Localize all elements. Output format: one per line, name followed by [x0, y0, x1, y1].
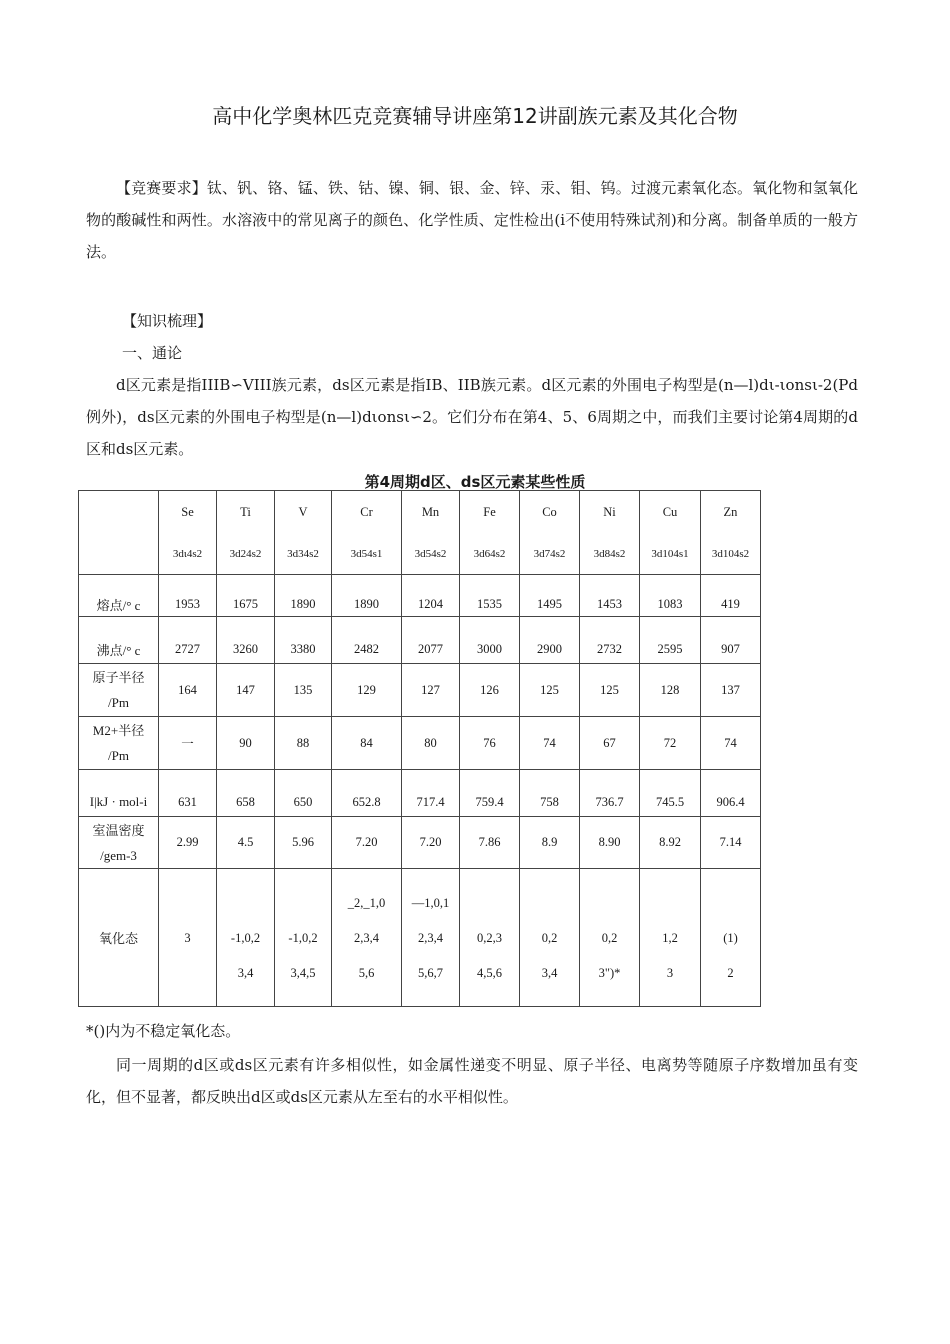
oxidation-line: 3,4	[237, 965, 254, 980]
page-title: 高中化学奥林匹克竞赛辅导讲座第12讲副族元素及其化合物	[212, 104, 738, 128]
element-header-1	[217, 491, 275, 575]
element-header-4	[402, 491, 460, 575]
row-label-text: 熔点/° c	[96, 598, 141, 613]
table-cell	[701, 617, 761, 664]
table-cell	[332, 617, 402, 664]
oxidation-line	[159, 961, 216, 985]
section-heading: 一、通论	[122, 344, 183, 362]
table-cell	[460, 617, 520, 664]
oxidation-line: 3")*	[598, 965, 621, 980]
oxidation-cell	[275, 869, 332, 1007]
electron-config: 3dι4s2	[172, 547, 203, 560]
cell-value: 2595	[657, 641, 683, 656]
table-cell: 5.96	[275, 817, 332, 869]
oxidation-line: 2,3,4	[418, 930, 443, 945]
electron-config: 3d64s2	[473, 547, 506, 560]
cell-value: 650	[293, 794, 313, 809]
cell-value: 1453	[597, 597, 622, 611]
element-symbol: Zn	[723, 504, 738, 519]
table-cell	[580, 770, 640, 817]
oxidation-line: 0,2,3	[477, 930, 502, 945]
cell-value: 1495	[537, 597, 562, 611]
table-cell: 72	[640, 717, 701, 770]
corner-cell	[79, 491, 159, 575]
table-cell: 2.99	[159, 817, 217, 869]
row-label-line: /gem-3	[100, 847, 137, 863]
knowledge-heading: 【知识梳理】	[122, 312, 213, 330]
table-cell: 7.20	[332, 817, 402, 869]
table-cell	[460, 575, 520, 617]
intro-paragraph: d区元素是指IIIB∽VIII族元素，ds区元素是指IB、IIB族元素。d区元素的外围电子构型是(n—l)dι-ιonsι-2(Pd例外)，ds区元素的外围电子构型是(n—l)dιonsι∽2。它们分布在第4、5、6周期之中，而我们主要讨论第4周期的d区和ds区元素。	[86, 376, 858, 458]
cell-value: 736.7	[595, 794, 624, 809]
table-cell	[332, 770, 402, 817]
table-cell: 4.5	[217, 817, 275, 869]
cell-value: 658	[236, 794, 255, 809]
table-cell: 74	[520, 717, 580, 770]
table-cell: 90	[217, 717, 275, 770]
element-symbol: Ti	[240, 504, 251, 519]
oxidation-cell	[520, 869, 580, 1007]
table-cell	[580, 617, 640, 664]
oxidation-row	[79, 869, 761, 1007]
oxidation-line: _2,_1,0	[347, 895, 386, 910]
oxidation-cell	[640, 869, 701, 1007]
table-cell	[701, 770, 761, 817]
electron-config: 3d34s2	[287, 547, 319, 560]
table-cell: 135	[275, 664, 332, 717]
table-cell	[275, 617, 332, 664]
cell-value: 419	[721, 597, 740, 611]
table-cell: 7.86	[460, 817, 520, 869]
table-cell: 127	[402, 664, 460, 717]
element-header-2	[275, 491, 332, 575]
electron-config: 3d104s2	[711, 547, 750, 560]
table-cell: 一	[159, 717, 217, 770]
oxidation-line: 3	[184, 930, 191, 945]
oxidation-cell	[159, 869, 217, 1007]
table-row	[79, 817, 761, 869]
cell-value: 3260	[233, 641, 258, 656]
table-cell	[217, 617, 275, 664]
cell-value: 759.4	[475, 794, 504, 809]
row-label-text: I|kJ · mol-i	[89, 794, 148, 809]
table-cell	[640, 770, 701, 817]
table-cell: 164	[159, 664, 217, 717]
table-cell	[217, 770, 275, 817]
oxidation-line	[580, 891, 639, 915]
element-symbol: Fe	[483, 504, 496, 519]
electron-config: 3d104s1	[651, 547, 689, 560]
cell-value: 652.8	[352, 794, 381, 809]
table-caption: 第4周期d区、ds区元素某些性质	[364, 473, 586, 491]
row-label-line: /Pm	[108, 695, 129, 710]
oxidation-line	[640, 891, 700, 915]
table-cell: 8.92	[640, 817, 701, 869]
element-header-8	[640, 491, 701, 575]
table-cell	[640, 575, 701, 617]
element-header-6	[520, 491, 580, 575]
table-cell: 147	[217, 664, 275, 717]
cell-value: 1890	[290, 597, 316, 611]
oxidation-line: 5,6	[358, 965, 375, 980]
requirements-paragraph: 【竞赛要求】钛、钒、铬、锰、铁、钴、镍、铜、银、金、锌、汞、钼、钨。过渡元素氧化态。氧化物和氢氧化物的酸碱性和两性。水溶液中的常见离子的颜色、化学性质、定性检出(i不使用特殊试剂)和分离。制备单质的一般方法。	[86, 179, 858, 261]
table-cell: 128	[640, 664, 701, 717]
row-label	[79, 575, 159, 617]
table-cell: 67	[580, 717, 640, 770]
cell-value: 1953	[175, 597, 200, 611]
electron-config: 3d24s2	[229, 547, 262, 560]
oxidation-line: -1,0,2	[230, 930, 261, 945]
oxidation-line: 3,4	[541, 965, 558, 980]
table-cell: 84	[332, 717, 402, 770]
oxidation-line	[701, 891, 760, 915]
oxidation-line	[275, 891, 331, 915]
table-cell	[402, 575, 460, 617]
element-symbol: Se	[181, 504, 194, 519]
table-cell: 8.90	[580, 817, 640, 869]
oxidation-cell	[580, 869, 640, 1007]
table-cell	[640, 617, 701, 664]
oxidation-line: —1,0,1	[411, 895, 450, 910]
element-header-0	[159, 491, 217, 575]
table-cell	[159, 575, 217, 617]
properties-table	[78, 490, 761, 1007]
row-label	[79, 617, 159, 664]
oxidation-line	[460, 891, 519, 915]
table-cell: 76	[460, 717, 520, 770]
row-label	[79, 717, 159, 770]
row-label-line: /Pm	[108, 748, 129, 763]
table-cell: 126	[460, 664, 520, 717]
table-row	[79, 617, 761, 664]
row-label-line: 室温密度	[92, 822, 145, 838]
oxidation-line: (1)	[723, 930, 738, 945]
table-cell: 125	[520, 664, 580, 717]
row-label	[79, 664, 159, 717]
table-cell	[402, 770, 460, 817]
oxidation-line: -1,0,2	[288, 930, 318, 945]
table-cell	[460, 770, 520, 817]
cell-value: 1890	[354, 597, 379, 611]
table-cell	[159, 617, 217, 664]
oxidation-line: 4,5,6	[477, 965, 502, 980]
row-label-line: 原子半径	[92, 670, 145, 685]
table-cell	[520, 575, 580, 617]
oxidation-line: 0,2	[601, 930, 618, 945]
table-cell	[580, 575, 640, 617]
cell-value: 2732	[597, 641, 622, 656]
table-cell	[402, 617, 460, 664]
cell-value: 906.4	[716, 794, 745, 809]
oxidation-line: 1,2	[662, 930, 678, 945]
electron-config: 3d54s2	[414, 547, 447, 560]
row-label-text: 沸点/° c	[96, 642, 141, 658]
table-row	[79, 575, 761, 617]
oxidation-cell	[332, 869, 402, 1007]
table-cell	[520, 770, 580, 817]
cell-value: 907	[721, 641, 740, 656]
table-cell: 88	[275, 717, 332, 770]
electron-config: 3d54s1	[350, 547, 383, 560]
cell-value: 3380	[290, 641, 316, 656]
oxidation-line: 3,4,5	[290, 965, 316, 980]
oxidation-cell	[217, 869, 275, 1007]
cell-value: 745.5	[655, 794, 685, 809]
cell-value: 1083	[657, 597, 683, 611]
oxidation-cell	[460, 869, 520, 1007]
oxidation-cell	[402, 869, 460, 1007]
table-cell: 129	[332, 664, 402, 717]
element-header-5	[460, 491, 520, 575]
table-cell: 137	[701, 664, 761, 717]
cell-value: 1535	[477, 597, 502, 611]
row-label: 氧化态	[79, 869, 159, 1007]
table-cell	[275, 770, 332, 817]
table-row	[79, 717, 761, 770]
table-cell: 125	[580, 664, 640, 717]
cell-value: 758	[540, 794, 559, 809]
oxidation-line: 3	[666, 965, 674, 980]
element-symbol: Mn	[421, 504, 440, 519]
oxidation-line: 2,3,4	[354, 930, 379, 945]
element-header-7	[580, 491, 640, 575]
element-symbol: Co	[542, 504, 557, 519]
table-cell: 7.20	[402, 817, 460, 869]
table-row	[79, 770, 761, 817]
row-label	[79, 817, 159, 869]
oxidation-line: 2	[727, 965, 734, 980]
table-cell: 74	[701, 717, 761, 770]
cell-value: 2482	[354, 641, 379, 656]
element-header-3	[332, 491, 402, 575]
cell-value: 717.4	[416, 794, 445, 809]
table-cell: 8.9	[520, 817, 580, 869]
cell-value: 1675	[233, 597, 258, 611]
table-cell: 80	[402, 717, 460, 770]
electron-config: 3d84s2	[593, 547, 626, 560]
oxidation-line: 5,6,7	[418, 965, 443, 980]
oxidation-line	[520, 891, 579, 915]
oxidation-line: 0,2	[541, 930, 558, 945]
element-header-9	[701, 491, 761, 575]
cell-value: 3000	[477, 641, 502, 656]
cell-value: 1204	[418, 597, 443, 611]
footnote: *()内为不稳定氧化态。	[86, 1022, 241, 1040]
table-cell	[701, 575, 761, 617]
table-cell	[520, 617, 580, 664]
conclusion-paragraph: 同一周期的d区或ds区元素有许多相似性，如金属性递变不明显、原子半径、电离势等随原子序数增加虽有变化，但不显著，都反映出d区或ds区元素从左至右的水平相似性。	[86, 1056, 858, 1106]
table-cell: 7.14	[701, 817, 761, 869]
table-cell	[159, 770, 217, 817]
table-row	[79, 664, 761, 717]
row-label	[79, 770, 159, 817]
electron-config: 3d74s2	[533, 547, 566, 560]
table-header-row	[79, 491, 761, 575]
element-symbol: Cr	[360, 504, 373, 519]
cell-value: 2727	[175, 641, 200, 656]
element-symbol: Ni	[603, 504, 616, 519]
table-cell	[332, 575, 402, 617]
oxidation-line	[217, 891, 274, 915]
cell-value: 2900	[537, 641, 562, 656]
table-cell	[217, 575, 275, 617]
element-symbol: Cu	[662, 504, 678, 519]
row-label-line: M2+半径	[92, 723, 145, 738]
cell-value: 631	[178, 794, 197, 809]
cell-value: 2077	[418, 641, 443, 656]
element-symbol: V	[298, 504, 308, 519]
oxidation-cell	[701, 869, 761, 1007]
oxidation-line	[159, 891, 216, 915]
table-cell	[275, 575, 332, 617]
